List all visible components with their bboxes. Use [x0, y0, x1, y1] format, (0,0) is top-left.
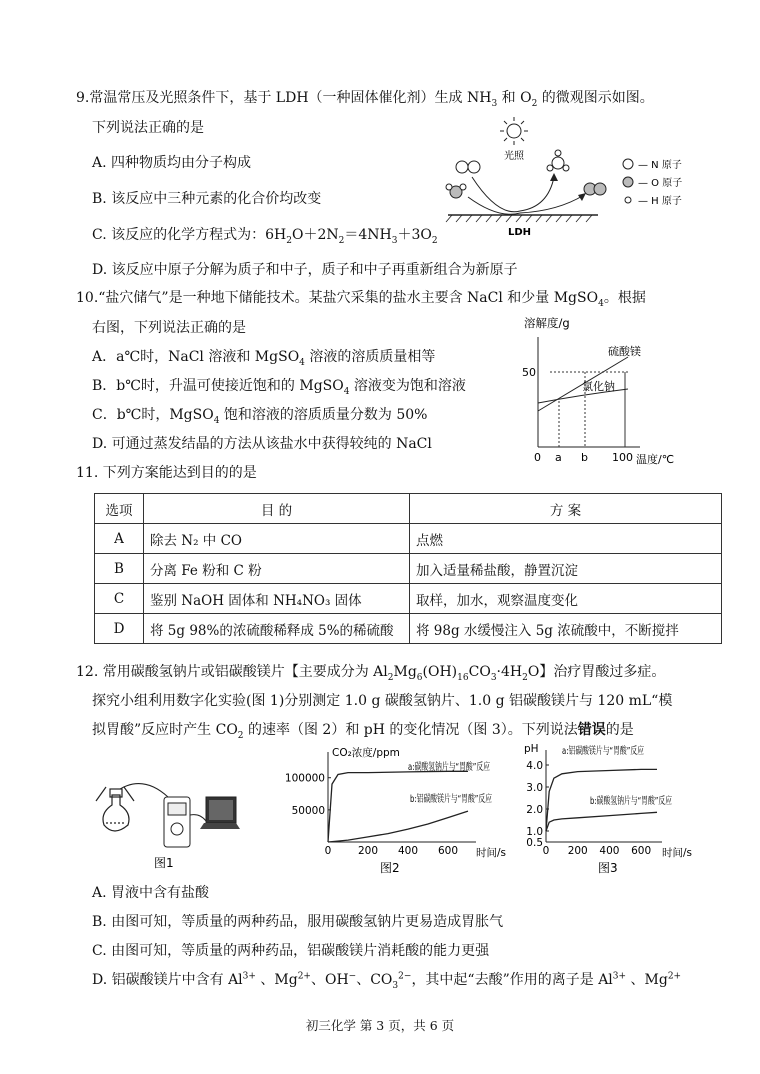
fig2-x-tick: 0 — [324, 845, 332, 857]
row-purpose: 除去 N₂ 中 CO — [144, 524, 410, 554]
sun-icon — [500, 117, 528, 145]
q9-stem: 9.常温常压及光照条件下，基于 LDH（一种固体催化剂）生成 $NH_3$ 和 $O_2$ 的微观图示如图。 — [76, 90, 654, 109]
sensor-cable — [120, 784, 168, 797]
fig1-label: 图1 — [154, 856, 174, 870]
tick-0: 0 — [534, 451, 541, 464]
nacl-label: 氯化钠 — [582, 380, 615, 393]
fig3-x-tick: 200 — [567, 845, 588, 857]
h2o-molecule-icon — [446, 184, 466, 198]
fig2-ylabel: CO₂浓度/ppm — [332, 747, 400, 759]
fig3-y-tick: 3.0 — [526, 782, 543, 794]
header-purpose: 目 的 — [144, 494, 410, 524]
q10-solubility-graph — [520, 315, 690, 470]
q12-option-a: A. 胃液中含有盐酸 — [92, 885, 210, 901]
header-option: 选项 — [95, 494, 144, 524]
q10-option-a: A．a℃时，NaCl 溶液和 MgSO$_4$ 溶液的溶质质量相等 — [92, 349, 436, 368]
fig3-x-tick: 600 — [631, 845, 652, 857]
row-purpose: 分离 Fe 粉和 C 粉 — [144, 554, 410, 584]
q12-option-c: C. 由图可知，等质量的两种药品，铝碳酸镁片消耗酸的能力更强 — [92, 943, 490, 959]
table-row — [95, 614, 722, 644]
table-row — [95, 584, 722, 614]
q12-option-b: B. 由图可知，等质量的两种药品，服用碳酸氢钠片更易造成胃胀气 — [92, 914, 504, 930]
q12-stem-line3: 拟胃酸”反应时产生 $CO_2$ 的速率（图 2）和 pH 的变化情况（图 3）。下列说法错误的是 — [92, 722, 634, 741]
fig2-y-tick: 50000 — [291, 804, 325, 817]
fig1-apparatus — [84, 765, 254, 873]
fig3-x-tick: 400 — [599, 845, 620, 857]
fig3-label: 图3 — [598, 861, 618, 875]
svg-text:— H 原子: — H 原子 — [638, 196, 682, 207]
tick-100: 100 — [612, 451, 633, 464]
tick-50: 50 — [522, 366, 536, 379]
row-key: D — [95, 614, 144, 644]
fig3-xlabel: 时间/s — [662, 847, 693, 859]
n2-molecule-icon — [456, 161, 480, 173]
fig3-y-tick: 0.5 — [526, 837, 543, 849]
reaction-arrow-in — [472, 177, 520, 212]
row-scheme: 将 98g 水缓慢注入 5g 浓硫酸中，不断搅拌 — [410, 614, 722, 644]
row-key: A — [95, 524, 144, 554]
fig3-x-tick: 0 — [542, 845, 550, 857]
fig2-x-tick: 400 — [397, 845, 419, 857]
o2-molecule-icon — [584, 183, 606, 195]
q9-prompt: 下列说法正确的是 — [92, 120, 204, 136]
q9-option-d: D. 该反应中原子分解为质子和中子，质子和中子再重新组合为新原子 — [92, 262, 518, 278]
fig3-ylabel: pH — [524, 743, 539, 755]
fig3-ph-chart — [512, 742, 711, 878]
fig2-x-tick: 600 — [437, 845, 459, 857]
q10-prompt: 右图，下列说法正确的是 — [92, 320, 246, 336]
fig2-x-tick: 200 — [357, 845, 379, 857]
table-header-row — [95, 494, 722, 524]
table-row — [95, 524, 722, 554]
fig3-series-b-line — [546, 812, 657, 831]
q11-stem: 11. 下列方案能达到目的的是 — [76, 465, 257, 481]
solubility-axis-label: 溶解度/g — [524, 316, 570, 330]
row-scheme: 点燃 — [410, 524, 722, 554]
flask-icon — [96, 787, 134, 831]
row-scheme: 加入适量稀盐酸，静置沉淀 — [410, 554, 722, 584]
q12-option-d: D. 铝碳酸镁片中含有 $Al^{3+}$ 、$Mg^{2+}$、OH−、$CO_3^{2-}$，其中起“去酸”作用的离子是 $Al^{3+}$ 、$Mg^{2+}$ — [92, 971, 682, 991]
fig3-y-tick: 4.0 — [526, 760, 543, 772]
light-label: 光照 — [504, 151, 524, 162]
tick-a: a — [555, 451, 562, 464]
fig2-series-b-line — [328, 811, 468, 842]
fig2-legend-b: b:铝碳酸镁片与“胃酸”反应 — [410, 794, 531, 805]
q10-stem: 10.“盐穴储气”是一种地下储能技术。某盐穴采集的盐水主要含 NaCl 和少量 MgSO$_4$。根据 — [76, 290, 646, 309]
nh3-molecule-icon — [547, 150, 569, 171]
fig3-legend-a: a:铝碳酸镁片与“胃酸”反应 — [562, 746, 682, 757]
fig2-label: 图2 — [380, 861, 400, 875]
row-scheme: 取样，加水，观察温度变化 — [410, 584, 722, 614]
row-key: C — [95, 584, 144, 614]
data-logger-icon — [164, 797, 190, 847]
row-purpose: 鉴别 NaOH 固体和 NH₄NO₃ 固体 — [144, 584, 410, 614]
ldh-label: LDH — [508, 227, 532, 238]
fig2-legend-a: a:碳酸氢钠片与“胃酸”反应 — [408, 762, 528, 773]
q9-option-b: B. 该反应中三种元素的化合价均改变 — [92, 191, 322, 207]
q10-option-c: C．b℃时，MgSO$_4$ 饱和溶液的溶质质量分数为 50% — [92, 407, 428, 426]
row-purpose: 将 5g 98%的浓硫酸稀释成 5%的稀硫酸 — [144, 614, 410, 644]
mgso4-label: 硫酸镁 — [608, 345, 641, 358]
svg-text:— N 原子: — N 原子 — [638, 160, 682, 171]
temperature-axis-label: 温度/℃ — [636, 453, 675, 466]
atom-legend — [623, 159, 682, 207]
fig3-legend-b: b:碳酸氢钠片与“胃酸”反应 — [590, 796, 711, 807]
fig2-co2-chart — [280, 742, 531, 878]
q12-stem-line2: 探究小组利用数字化实验(图 1)分别测定 1.0 g 碳酸氢钠片、1.0 g 铝碳酸镁片与 120 mL“模 — [92, 693, 673, 709]
page-footer: 初三化学 第 3 页，共 6 页 — [305, 1018, 455, 1033]
q9-option-c: C. 该反应的化学方程式为：$6H_2O+2N_2=4NH_3+3O_2$ — [92, 227, 438, 246]
fig2-y-tick: 100000 — [284, 772, 325, 785]
fig3-y-tick: 2.0 — [526, 804, 543, 816]
q10-option-b: B．b℃时，升温可使接近饱和的 MgSO$_4$ 溶液变为饱和溶液 — [92, 378, 466, 397]
row-key: B — [95, 554, 144, 584]
laptop-icon — [200, 797, 240, 829]
q12-stem-line1: 12. 常用碳酸氢钠片或铝碳酸镁片【主要成分为 $Al_2Mg_6(OH)_{16}CO_3\cdot 4H_2O$】治疗胃酸过多症。 — [76, 664, 666, 683]
q9-ldh-diagram — [438, 115, 708, 240]
fig3-y-tick: 1.0 — [526, 826, 543, 838]
reaction-arrow-out — [520, 177, 554, 211]
fig2-xlabel: 时间/s — [475, 847, 506, 859]
table-row — [95, 554, 722, 584]
q9-option-a: A. 四种物质均由分子构成 — [92, 155, 252, 171]
header-scheme: 方 案 — [410, 494, 722, 524]
svg-text:— O 原子: — O 原子 — [638, 178, 683, 189]
q11-options-table — [94, 493, 722, 644]
tick-b: b — [581, 451, 588, 464]
q10-option-d: D. 可通过蒸发结晶的方法从该盐水中获得较纯的 NaCl — [92, 436, 432, 452]
